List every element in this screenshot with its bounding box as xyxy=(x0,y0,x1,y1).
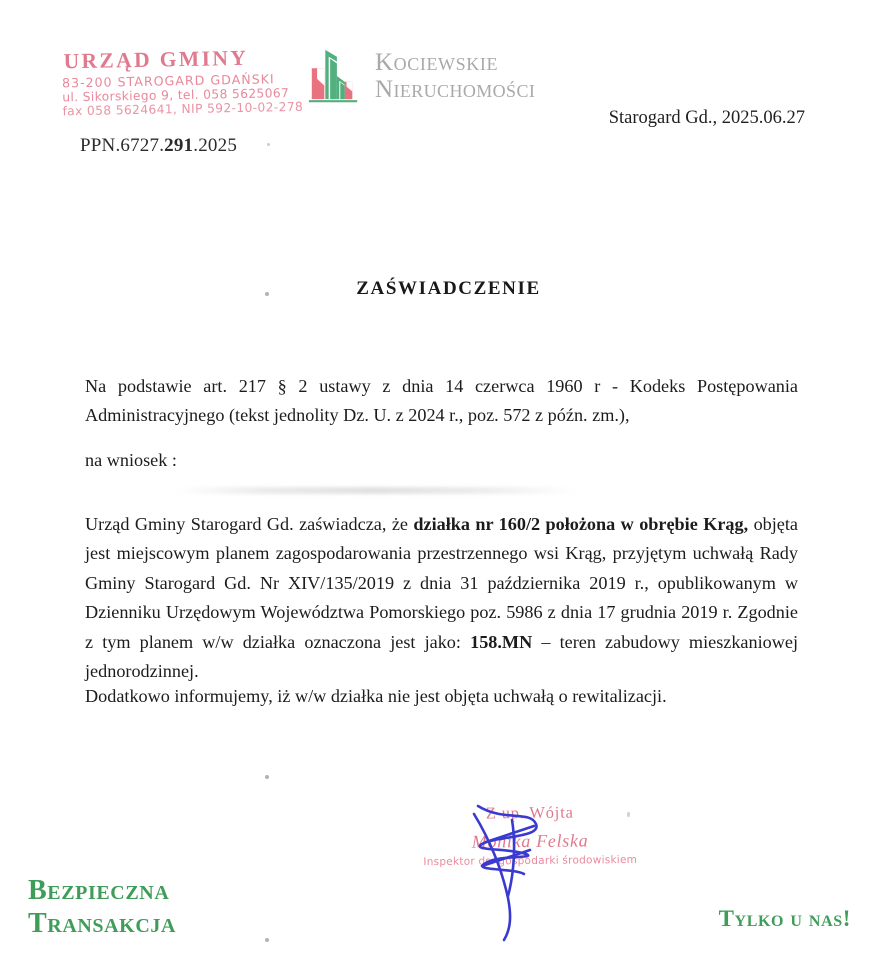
signature-authority: Z up. Wójta xyxy=(485,802,574,823)
footer-slogan-left xyxy=(28,874,176,940)
signature-position: Inspektor ds. gospodarki środowiskiem xyxy=(423,853,638,869)
reference-number xyxy=(80,135,237,157)
scan-speck xyxy=(265,775,269,779)
paragraph-main-statement xyxy=(85,510,798,687)
main-text-part-1: Urząd Gminy Starogard Gd. zaświadcza, że xyxy=(85,514,414,534)
paragraph-additional-note: Dodatkowo informujemy, iż w/w działka nie jest objęta uchwałą o rewitalizacji. xyxy=(85,686,667,706)
building-logo-icon xyxy=(306,47,362,105)
signature-name: Monika Felska xyxy=(471,830,589,852)
scan-speck xyxy=(627,812,630,817)
footer-left-line-1: Bezpieczna xyxy=(28,875,170,906)
scan-speck xyxy=(267,143,270,146)
brand-wordmark xyxy=(375,49,535,103)
reference-suffix: .2025 xyxy=(193,135,238,156)
parcel-designation: działka nr 160/2 położona w obrębie Krąg, xyxy=(413,514,749,534)
office-address-stamp xyxy=(61,46,312,119)
office-stamp-fax-nip: fax 058 5624641, NIP 592-10-02-278 xyxy=(62,99,304,119)
footer-slogan-right: Tylko u nas! xyxy=(718,906,851,931)
office-stamp-title: URZĄD GMINY xyxy=(63,45,249,74)
brand-line-1: Kociewskie xyxy=(375,49,499,76)
redaction-smudge xyxy=(175,487,575,494)
brand-logo xyxy=(306,47,535,105)
page-title: ZAŚWIADCZENIE xyxy=(356,278,541,299)
document-date: Starogard Gd., 2025.06.27 xyxy=(608,108,805,128)
office-stamp-city: 83-200 STAROGARD GDAŃSKI xyxy=(61,71,275,91)
reference-prefix: PPN.6727. xyxy=(80,135,165,156)
main-text-part-2: objęta jest miejscowym planem zagospodarowania przestrzennego wsi Krąg, przyjętym uchwałą Rady Gminy Starogard Gd. Nr XIV/135/2019 z dnia 31 października 2019 r., opublikowanym w Dzienniku Urzędowym Województwa Pomorskiego poz. 5986 z dnia 17 grudnia 2019 r. Zgodnie z tym planem w/w działka oznaczona jest jako: xyxy=(85,514,799,652)
reference-bold-part: 291 xyxy=(164,135,194,156)
main-text-part-3: – teren zabudowy mieszkaniowej jednorodzinnej. xyxy=(85,631,799,682)
zoning-code: 158.MN xyxy=(470,631,533,652)
office-stamp-street-phone: ul. Sikorskiego 9, tel. 058 5625067 xyxy=(62,85,290,105)
paragraph-request-label: na wniosek : xyxy=(85,450,177,470)
scan-speck xyxy=(265,292,269,296)
paragraph-legal-basis: Na podstawie art. 217 § 2 ustawy z dnia 14 czerwca 1960 r - Kodeks Postępowania Administracyjnego (tekst jednolity Dz. U. z 2024 r., poz. 572 z późn. zm.), xyxy=(85,376,798,426)
scan-speck xyxy=(265,938,269,942)
brand-line-2: Nieruchomości xyxy=(375,76,536,103)
signature-stamp xyxy=(420,802,641,868)
footer-left-line-2: Transakcja xyxy=(28,908,177,940)
